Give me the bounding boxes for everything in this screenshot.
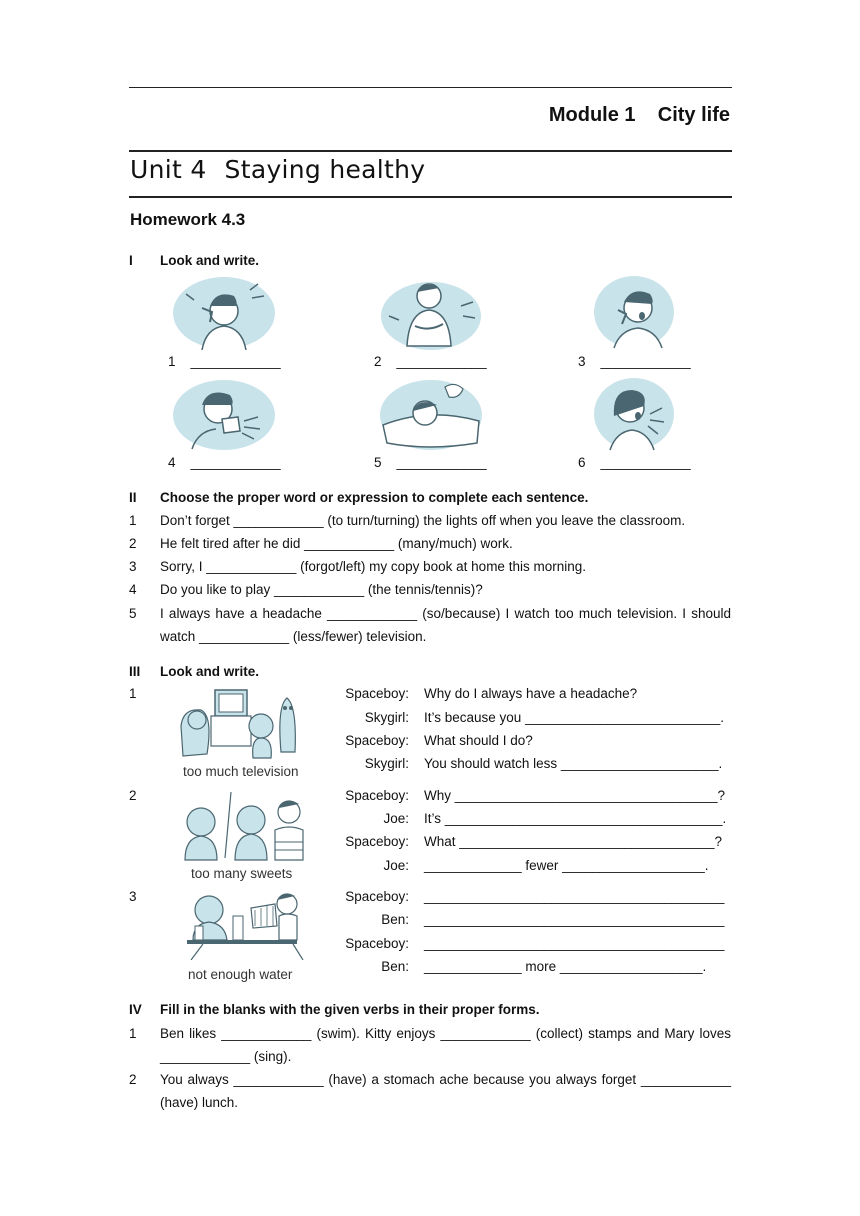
item-number: 4: [129, 582, 137, 597]
section-1-title: Look and write.: [160, 253, 260, 268]
dialogue-line: [129, 752, 732, 775]
speaker-name: Skygirl:: [364, 710, 409, 725]
line-text: ________________________________________: [424, 912, 725, 927]
speaker-name: Spaceboy:: [345, 936, 409, 951]
section-1-number: I: [129, 253, 133, 268]
line-text: Why do I always have a headache?: [424, 686, 638, 701]
line-text: What should I do?: [424, 733, 533, 748]
section-4-title: Fill in the blanks with the given verbs in their proper forms.: [160, 1002, 540, 1017]
dialogue-2-number: 2: [129, 788, 137, 803]
dialogue-line: [129, 932, 732, 955]
picture-5-label: 5 ____________: [374, 455, 487, 470]
unit-name: Staying healthy: [224, 155, 426, 184]
line-text: It’s _____________________________________.: [424, 811, 727, 826]
item-number: 3: [129, 559, 137, 574]
item-text: You always ____________ (have) a stomach ache because you always forget ____________ (have) lunch.: [160, 1072, 731, 1110]
line-text: _____________ more ___________________.: [424, 959, 707, 974]
dialogue-1-number: 1: [129, 686, 137, 701]
dialogue-line: [129, 854, 732, 877]
speaker-name: Spaceboy:: [345, 834, 409, 849]
line-text: ________________________________________: [424, 889, 725, 904]
dialogue-line: [129, 908, 732, 931]
item-number: 1: [129, 1026, 137, 1041]
speaker-name: Spaceboy:: [345, 788, 409, 803]
line-text: ________________________________________: [424, 936, 725, 951]
picture-4-label: 4 ____________: [168, 455, 281, 470]
unit-rule: [129, 196, 732, 198]
dialogue-line: [129, 830, 732, 853]
module-title: Module 1 City life: [548, 104, 730, 126]
line-text: What __________________________________?: [424, 834, 723, 849]
speaker-name: Joe:: [383, 858, 409, 873]
dialogue-line: [129, 807, 732, 830]
item-text: I always have a headache ____________ (so/because) I watch too much television. I should watch ____________ (less/fewer) television.: [160, 606, 731, 644]
stomach-ache-man-icon: [379, 276, 483, 350]
item-text: He felt tired after he did ____________ (many/much) work.: [160, 536, 513, 551]
dialogue-line: [129, 682, 732, 705]
speaker-name: Ben:: [381, 912, 409, 927]
dialogue-line: [129, 885, 732, 908]
unit-number: Unit 4: [130, 155, 207, 184]
dialogue-line: [129, 706, 732, 729]
speaker-name: Skygirl:: [364, 756, 409, 771]
picture-6-label: 6 ____________: [578, 455, 691, 470]
dialogue-line: [129, 784, 732, 807]
speaker-name: Spaceboy:: [345, 686, 409, 701]
coughing-girl-icon: [592, 376, 676, 452]
speaker-name: Ben:: [381, 959, 409, 974]
line-text: You should watch less _____________________.: [424, 756, 723, 771]
dialogue-3-number: 3: [129, 889, 137, 904]
sneezing-girl-icon: [172, 377, 276, 451]
item-text: Do you like to play ____________ (the tennis/tennis)?: [160, 582, 483, 597]
speaker-name: Joe:: [383, 811, 409, 826]
section-2-number: II: [129, 490, 137, 505]
line-text: _____________ fewer ___________________.: [424, 858, 709, 873]
line-text: Why ___________________________________?: [424, 788, 726, 803]
section-4-number: IV: [129, 1002, 142, 1017]
line-text: It’s because you __________________________.: [424, 710, 725, 725]
section-2-title: Choose the proper word or expression to complete each sentence.: [160, 490, 589, 505]
picture-2-label: 2 ____________: [374, 354, 487, 369]
dialogue-line: [129, 955, 732, 978]
section-3-title: Look and write.: [160, 664, 260, 679]
headache-boy-icon: [172, 276, 276, 350]
item-number: 1: [129, 513, 137, 528]
top-rule: [129, 87, 732, 88]
dialogue-3-caption: not enough water: [188, 967, 293, 982]
item-number: 5: [129, 606, 137, 621]
speaker-name: Spaceboy:: [345, 889, 409, 904]
module-rule: [129, 150, 732, 152]
toothache-man-icon: [592, 274, 676, 350]
dialogue-line: [129, 729, 732, 752]
dialogue-2-caption: too many sweets: [191, 866, 293, 881]
picture-1-label: 1 ____________: [168, 354, 281, 369]
section-3-number: III: [129, 664, 141, 679]
item-text: Ben likes ____________ (swim). Kitty enjoys ____________ (collect) stamps and Mary loves ____________ (sing).: [160, 1026, 731, 1064]
speaker-name: Spaceboy:: [345, 733, 409, 748]
item-text: Sorry, I ____________ (forgot/left) my copy book at home this morning.: [160, 559, 586, 574]
dialogue-1-caption: too much television: [183, 764, 299, 779]
unit-title: [130, 155, 425, 184]
item-number: 2: [129, 1072, 137, 1087]
sleeping-person-icon: [379, 377, 483, 451]
picture-3-label: 3 ____________: [578, 354, 691, 369]
homework-title: Homework 4.3: [130, 210, 246, 229]
item-number: 2: [129, 536, 137, 551]
item-text: Don’t forget ____________ (to turn/turning) the lights off when you leave the classroom.: [160, 513, 686, 528]
